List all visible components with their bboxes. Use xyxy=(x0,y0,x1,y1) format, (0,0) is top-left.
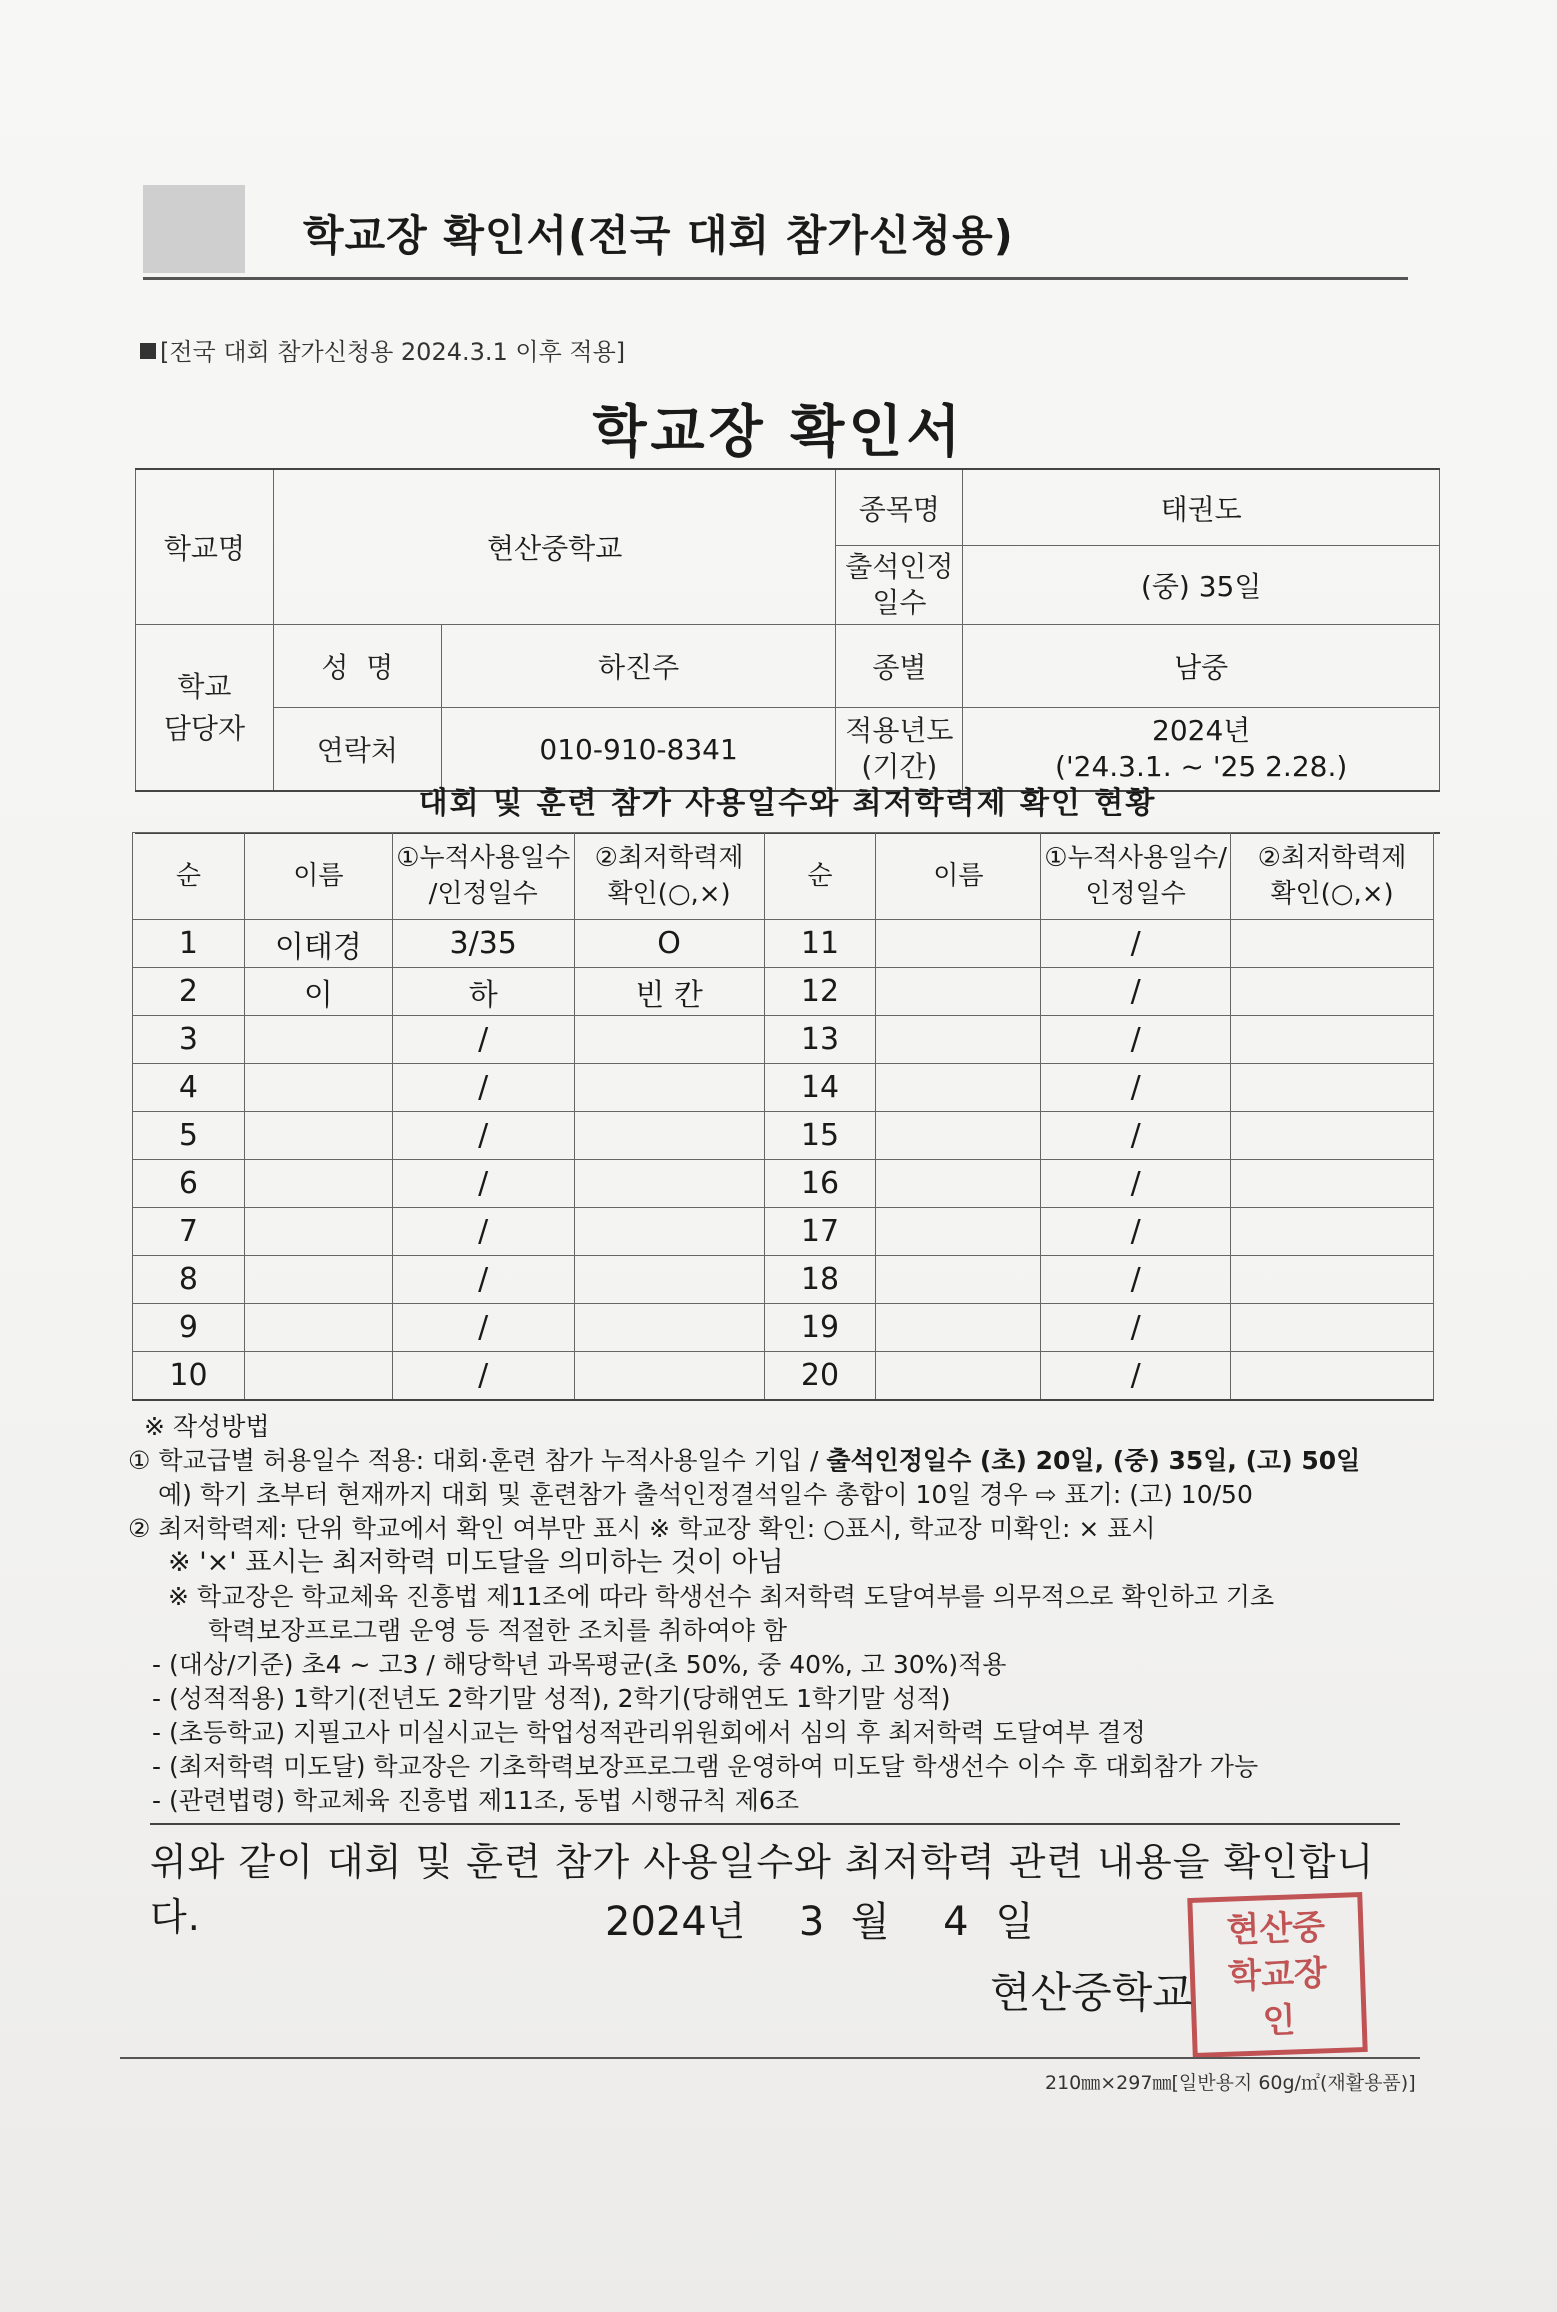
cell-no: 10 xyxy=(133,1352,245,1401)
cell-no: 8 xyxy=(133,1256,245,1304)
sport-label: 종목명 xyxy=(836,469,963,546)
instruction-1b: 출석인정일수 (초) 20일, (중) 35일, (고) 50일 xyxy=(826,1446,1361,1475)
official-seal-icon xyxy=(1187,1892,1367,2058)
cell-used: / xyxy=(392,1352,574,1401)
header-check xyxy=(574,833,764,920)
cell-check2 xyxy=(1231,1064,1434,1112)
notice xyxy=(140,332,625,367)
cell-name xyxy=(244,1352,392,1401)
section-subtitle: 대회 및 훈련 참가 사용일수와 최저학력제 확인 현황 xyxy=(135,776,1440,834)
instructions xyxy=(128,1410,1428,1818)
cell-no2: 17 xyxy=(764,1208,876,1256)
cell-check: 빈 칸 xyxy=(574,968,764,1016)
footer-divider xyxy=(120,2057,1420,2059)
contact-label-1: 학교 xyxy=(177,669,232,703)
cell-used: 3/35 xyxy=(392,920,574,968)
header-check-2: 확인(○,×) xyxy=(607,879,731,909)
participation-table xyxy=(132,832,1434,1401)
cell-name xyxy=(244,1208,392,1256)
cell-used2: / xyxy=(1041,1208,1231,1256)
cell-no2: 18 xyxy=(764,1256,876,1304)
table-row xyxy=(133,920,1434,968)
instruction-line: - (관련법령) 학교체육 진흥법 제11조, 동법 시행규칙 제6조 xyxy=(152,1786,799,1815)
instruction-line: 예) 학기 초부터 현재까지 대회 및 훈련참가 출석인정결석일수 총합이 10일 경우 ⇨ 표기: (고) 10/50 xyxy=(158,1480,1253,1509)
cell-used: / xyxy=(392,1160,574,1208)
cell-used2: / xyxy=(1041,1112,1231,1160)
cell-used: / xyxy=(392,1064,574,1112)
cell-check2 xyxy=(1231,1304,1434,1352)
cell-check2 xyxy=(1231,920,1434,968)
table-row xyxy=(133,1016,1434,1064)
header-name-2: 이름 xyxy=(876,833,1041,920)
header-used-right xyxy=(1041,833,1231,920)
header-used-right-2: 인정일수 xyxy=(1085,879,1186,909)
contact-label-2: 담당자 xyxy=(163,711,246,745)
cell-check2 xyxy=(1231,1160,1434,1208)
school-label: 학교명 xyxy=(136,469,274,625)
header-name: 이름 xyxy=(244,833,392,920)
name-value: 하진주 xyxy=(441,625,836,708)
cell-no2: 16 xyxy=(764,1160,876,1208)
cell-no: 5 xyxy=(133,1112,245,1160)
cell-name: 이태경 xyxy=(244,920,392,968)
notice-text: [전국 대회 참가신청용 2024.3.1 이후 적용] xyxy=(160,338,626,366)
instruction-line: ② 최저학력제: 단위 학교에서 확인 여부만 표시 ※ 학교장 확인: ○표시, 학교장 미확인: × 표시 xyxy=(128,1514,1156,1543)
header-no: 순 xyxy=(133,833,245,920)
header-check-right-1: ②최저학력제 xyxy=(1257,842,1407,873)
cell-no2: 13 xyxy=(764,1016,876,1064)
cell-used2: / xyxy=(1041,968,1231,1016)
cell-no2: 15 xyxy=(764,1112,876,1160)
cell-check xyxy=(574,1064,764,1112)
cell-used2: / xyxy=(1041,1064,1231,1112)
cell-check xyxy=(574,1112,764,1160)
confirmation-statement: 위와 같이 대회 및 훈련 참가 사용일수와 최저학력 관련 내용을 확인합니다. xyxy=(150,1823,1400,1941)
document-date: 2024년 3 월 4 일 xyxy=(605,1899,1034,1945)
cell-used: / xyxy=(392,1112,574,1160)
cell-name2 xyxy=(876,1112,1041,1160)
cell-name2 xyxy=(876,968,1041,1016)
attend-label-1: 출석인정 xyxy=(845,549,954,583)
cell-name: 이 xyxy=(244,968,392,1016)
table-row xyxy=(133,1112,1434,1160)
table-row xyxy=(133,1352,1434,1401)
header-check-right-2: 확인(○,×) xyxy=(1270,879,1394,909)
cell-used2: / xyxy=(1041,1256,1231,1304)
header-used xyxy=(392,833,574,920)
cell-name xyxy=(244,1160,392,1208)
cell-no2: 19 xyxy=(764,1304,876,1352)
table-row xyxy=(133,1160,1434,1208)
cell-check2 xyxy=(1231,968,1434,1016)
cell-check xyxy=(574,1016,764,1064)
header-no-2: 순 xyxy=(764,833,876,920)
info-table xyxy=(135,468,1440,792)
cell-no: 9 xyxy=(133,1304,245,1352)
cell-used2: / xyxy=(1041,1304,1231,1352)
cell-no: 2 xyxy=(133,968,245,1016)
header-check-1: ②최저학력제 xyxy=(594,842,744,873)
cell-used2: / xyxy=(1041,1016,1231,1064)
instruction-line xyxy=(128,1444,1428,1478)
year-label-1: 적용년도 xyxy=(845,713,954,747)
cell-used: / xyxy=(392,1016,574,1064)
header-used-1: ①누적사용일수 xyxy=(396,842,571,873)
header-title: 학교장 확인서(전국 대회 참가신청용) xyxy=(303,211,1014,260)
cell-used2: / xyxy=(1041,920,1231,968)
cell-name xyxy=(244,1016,392,1064)
phone-label: 연락처 xyxy=(273,708,441,792)
cell-used2: / xyxy=(1041,1160,1231,1208)
paper-spec: 210㎜×297㎜[일반용지 60g/㎡(재활용품)] xyxy=(1045,2072,1416,2094)
square-bullet-icon xyxy=(140,343,156,359)
cell-check2 xyxy=(1231,1208,1434,1256)
cell-name xyxy=(244,1256,392,1304)
cell-no2: 12 xyxy=(764,968,876,1016)
cell-no2: 11 xyxy=(764,920,876,968)
cell-name2 xyxy=(876,1016,1041,1064)
header-bar xyxy=(143,185,1408,280)
instructions-title: ※ 작성방법 xyxy=(144,1412,270,1441)
instruction-line: ※ 학교장은 학교체육 진흥법 제11조에 따라 학생선수 최저학력 도달여부를 의무적으로 확인하고 기초 xyxy=(168,1582,1275,1611)
cell-check2 xyxy=(1231,1352,1434,1401)
instruction-line: 학력보장프로그램 운영 등 적절한 조치를 취하여야 함 xyxy=(208,1616,787,1645)
cell-check xyxy=(574,1208,764,1256)
cell-name xyxy=(244,1064,392,1112)
cell-used2: / xyxy=(1041,1352,1231,1401)
attend-label xyxy=(836,546,963,625)
cell-name2 xyxy=(876,1064,1041,1112)
seal-text: 현산중학교장인 xyxy=(1225,1907,1328,2042)
cell-name2 xyxy=(876,1304,1041,1352)
cell-no2: 14 xyxy=(764,1064,876,1112)
signature-school: 현산중학교 xyxy=(990,1968,1193,2017)
year-label-2: (기간) xyxy=(861,750,938,783)
type-label: 종별 xyxy=(836,625,963,708)
header-block xyxy=(143,185,245,273)
table-row xyxy=(133,1304,1434,1352)
instruction-line: ※ '×' 표시는 최저학력 미도달을 의미하는 것이 아님 xyxy=(168,1547,784,1578)
header-used-right-1: ①누적사용일수/ xyxy=(1044,842,1228,873)
table-row xyxy=(133,1064,1434,1112)
cell-name xyxy=(244,1112,392,1160)
cell-name2 xyxy=(876,1160,1041,1208)
attend-label-2: 일수 xyxy=(872,586,927,619)
school-value: 현산중학교 xyxy=(273,469,836,625)
cell-used: 하 xyxy=(392,968,574,1016)
cell-check xyxy=(574,1256,764,1304)
attend-value: (중) 35일 xyxy=(963,546,1440,625)
instruction-line: - (최저학력 미도달) 학교장은 기초학력보장프로그램 운영하여 미도달 학생선수 이수 후 대회참가 가능 xyxy=(152,1752,1259,1781)
year-value-1: 2024년 xyxy=(1152,713,1251,747)
table-header-row xyxy=(133,833,1434,920)
cell-name2 xyxy=(876,1256,1041,1304)
cell-no2: 20 xyxy=(764,1352,876,1401)
cell-no: 1 xyxy=(133,920,245,968)
page-title: 학교장 확인서 xyxy=(592,400,965,465)
instruction-line: - (대상/기준) 초4 ~ 고3 / 해당학년 과목평균(초 50%, 중 40%, 고 30%)적용 xyxy=(152,1650,1007,1679)
contact-label xyxy=(136,625,274,792)
instruction-line: - (성적적용) 1학기(전년도 2학기말 성적), 2학기(당해연도 1학기말 성적) xyxy=(152,1684,951,1713)
cell-name2 xyxy=(876,920,1041,968)
type-value: 남중 xyxy=(963,625,1440,708)
name-label: 성 명 xyxy=(273,625,441,708)
header-used-2: /인정일수 xyxy=(428,879,538,909)
sport-value: 태권도 xyxy=(963,469,1440,546)
table-row xyxy=(133,1208,1434,1256)
cell-name2 xyxy=(876,1352,1041,1401)
cell-check xyxy=(574,1160,764,1208)
year-value-2: ('24.3.1. ~ '25 2.28.) xyxy=(1055,750,1348,783)
cell-no: 6 xyxy=(133,1160,245,1208)
header-check-right xyxy=(1231,833,1434,920)
table-row xyxy=(133,1256,1434,1304)
instruction-line: - (초등학교) 지필고사 미실시교는 학업성적관리위원회에서 심의 후 최저학력 도달여부 결정 xyxy=(152,1718,1146,1747)
cell-no: 3 xyxy=(133,1016,245,1064)
cell-check xyxy=(574,1304,764,1352)
cell-check: O xyxy=(574,920,764,968)
cell-name2 xyxy=(876,1208,1041,1256)
cell-name xyxy=(244,1304,392,1352)
cell-check2 xyxy=(1231,1112,1434,1160)
cell-no: 4 xyxy=(133,1064,245,1112)
cell-check2 xyxy=(1231,1256,1434,1304)
cell-used: / xyxy=(392,1304,574,1352)
cell-used: / xyxy=(392,1256,574,1304)
cell-check xyxy=(574,1352,764,1401)
cell-no: 7 xyxy=(133,1208,245,1256)
instruction-1a: ① 학교급별 허용일수 적용: 대회·훈련 참가 누적사용일수 기입 / xyxy=(128,1446,827,1475)
cell-check2 xyxy=(1231,1016,1434,1064)
cell-used: / xyxy=(392,1208,574,1256)
phone-value: 010-910-8341 xyxy=(441,708,836,792)
table-row xyxy=(133,968,1434,1016)
